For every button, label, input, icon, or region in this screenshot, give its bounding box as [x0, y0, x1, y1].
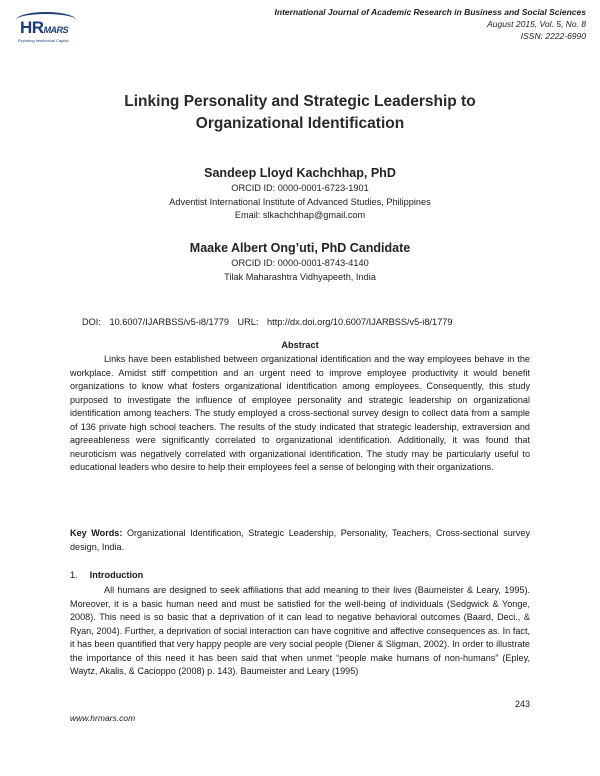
keywords-label: Key Words:: [70, 528, 123, 538]
keywords-text: Organizational Identification, Strategic Leadership, Personality, Teachers, Cross-sectional survey design, India.: [70, 528, 530, 552]
doi-value: 10.6007/IJARBSS/v5-i8/1779: [109, 317, 229, 327]
url-link[interactable]: http://dx.doi.org/10.6007/IJARBSS/v5-i8/1779: [267, 317, 453, 327]
author-affiliation: Tilak Maharashtra Vidhyapeeth, India: [224, 271, 376, 282]
paper-title: [0, 91, 600, 135]
abstract-text: Links have been established between organizational identification and the way employees behave in the workplace. Amidst stiff competition and an urgent need to improve employee productivity it would benefit organizations to know what fosters organizational identification among employees. Consequently, this study purposed to investigate the influence of employee personality and strategic leadership on organizational identification among teachers. The study employed a cross-sectional survey design to collect data from a sample of 136 private high school teachers. The results of the study indicated that strategic leadership, extraversion and agreeableness were significantly correlated to organizational identification. Additionally, it was found that neuroticism was negatively correlated with organizational identification. The study may be particularly useful to educational leaders who desire to help their employees feel a sense of belonging with their organizations.: [70, 354, 530, 472]
author-email: Email: slkachchhap@gmail.com: [234, 210, 366, 220]
journal-name: International Journal of Academic Research in Business and Social Sciences: [274, 7, 586, 17]
logo-main: HR: [20, 18, 44, 37]
title-line-1: Linking Personality and Strategic Leadership to: [124, 93, 476, 110]
publisher-logo: [14, 10, 96, 50]
intro-text: All humans are designed to seek affiliations that add meaning to their lives (Baumeister & Leary, 1995). Moreover, it is a basic human need and must be satisfied for the well-being of individuals (Sedgwick & Yonge, 2008). This need is so basic that a deprivation of it can lead to negative behavioral outcomes (Baard, Deci., & Ryan, 2004). Further, a deprivation of social interaction can have cognitive and affective consequences as. In fact, it has been quantified that very happy people are very social people (Diener & Sligman, 2002). In order to illustrate the importance of this need it has been said that when unmet “people make humans of non-humans” (Epley, Waytz, Akalis, & Cacioppo (2008) p. 143). Baumeister and Leary (1995): [70, 585, 530, 676]
author-affiliation: Adventist International Institute of Advanced Studies, Philippines: [169, 196, 431, 207]
author-orcid: ORCID ID: 0000-0001-6723-1901: [231, 183, 369, 193]
section-title: Introduction: [89, 570, 144, 580]
doi-line: [82, 317, 458, 327]
author-orcid: ORCID ID: 0000-0001-8743-4140: [231, 258, 369, 268]
section-number: 1.: [70, 570, 78, 580]
author-name: Sandeep Lloyd Kachchhap, PhD: [204, 166, 396, 180]
journal-issn: ISSN: 2222-6990: [520, 31, 586, 41]
journal-issue: August 2015, Vol. 5, No. 8: [487, 19, 586, 29]
keywords: [70, 527, 530, 554]
url-label: URL:: [237, 317, 259, 327]
logo-tagline: Exploring Intellectual Capital: [18, 38, 69, 43]
author-name: Maake Albert Ong’uti, PhD Candidate: [189, 241, 411, 255]
doi-label: DOI:: [82, 317, 101, 327]
abstract-heading: Abstract: [281, 340, 319, 350]
logo-suffix: MARS: [43, 25, 69, 35]
author-block-2: [0, 239, 600, 284]
section-heading: [70, 570, 143, 580]
footer-url[interactable]: www.hrmars.com: [70, 713, 136, 723]
page-number: 243: [514, 699, 530, 709]
journal-header: [275, 6, 586, 42]
author-block-1: [0, 164, 600, 223]
title-line-2: Organizational Identification: [195, 115, 405, 132]
